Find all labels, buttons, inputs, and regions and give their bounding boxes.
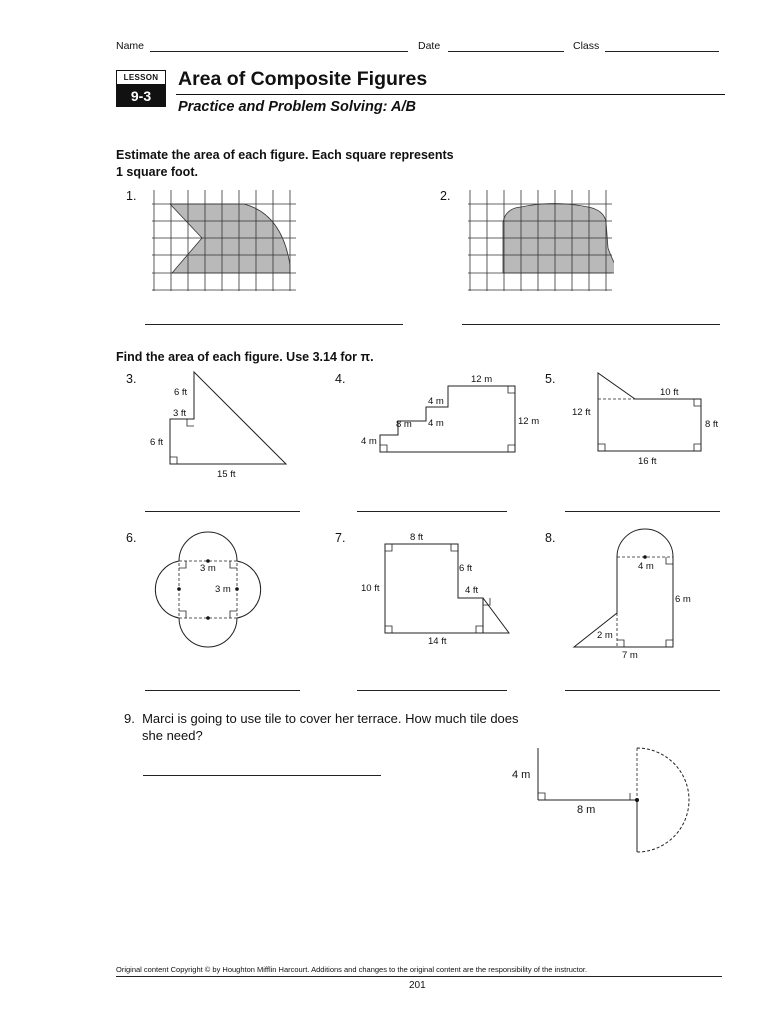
fig8-label-diameter: 4 m	[638, 561, 654, 572]
fig9-label-height: 4 m	[512, 769, 531, 781]
section1-instruction	[116, 147, 454, 181]
fig7-label-step: 4 ft	[465, 585, 479, 596]
date-blank[interactable]	[448, 51, 564, 52]
problem-7-number: 7.	[335, 531, 346, 545]
section1-instruction-line1: Estimate the area of each figure. Each square represents	[116, 148, 454, 162]
fig3-label-base: 15 ft	[217, 469, 236, 480]
fig3-label-step: 3 ft	[173, 408, 187, 419]
figure-9	[500, 740, 700, 858]
fig8-label-height: 6 m	[675, 594, 691, 605]
fig3-label-bottom-height: 6 ft	[150, 437, 164, 448]
answer-line-9[interactable]	[143, 775, 381, 776]
lesson-tag: LESSON	[116, 70, 166, 85]
fig4-label-right: 12 m	[518, 416, 540, 427]
problem-1-number: 1.	[126, 189, 137, 203]
footer-copyright: Original content Copyright © by Houghton Mifflin Harcourt. Additions and changes to the original content are the responsibility of the instructor.	[116, 965, 588, 974]
problem-5-number: 5.	[545, 372, 556, 386]
figure-6	[145, 525, 275, 655]
lesson-number: 9-3	[116, 85, 166, 107]
fig5-label-bottom: 16 ft	[638, 456, 657, 467]
fig7-label-left: 10 ft	[361, 583, 380, 594]
problem-9	[124, 710, 519, 744]
lesson-badge	[116, 70, 166, 108]
figure-7	[358, 527, 518, 649]
problem-2-number: 2.	[440, 189, 451, 203]
fig4-label-top: 12 m	[471, 374, 493, 385]
section1-instruction-line2: 1 square foot.	[116, 165, 198, 179]
problem-4-number: 4.	[335, 372, 346, 386]
answer-line-4[interactable]	[357, 511, 507, 512]
fig6-label-top: 3 m	[200, 563, 216, 574]
answer-line-5[interactable]	[565, 511, 720, 512]
fig4-label-step-middle: 4 m	[428, 418, 444, 429]
class-label: Class	[573, 40, 600, 52]
title-rule	[176, 94, 725, 95]
fig7-label-inner-vertical: 6 ft	[459, 563, 473, 574]
fig4-label-left: 4 m	[361, 436, 377, 447]
problem-8-number: 8.	[545, 531, 556, 545]
problem-6-number: 6.	[126, 531, 137, 545]
grid-figure-2	[466, 188, 614, 293]
page-title: Area of Composite Figures	[178, 68, 428, 90]
fig7-label-top: 8 ft	[410, 532, 424, 543]
problem-3-number: 3.	[126, 372, 137, 386]
fig5-label-right: 8 ft	[705, 419, 719, 430]
fig5-label-top: 10 ft	[660, 387, 679, 398]
fig5-label-left: 12 ft	[572, 407, 591, 418]
fig8-label-triangle: 2 m	[597, 630, 613, 641]
answer-line-3[interactable]	[145, 511, 300, 512]
fig4-label-step-upper: 4 m	[428, 396, 444, 407]
figure-5	[568, 365, 733, 470]
name-label: Name	[116, 40, 145, 52]
answer-line-2[interactable]	[462, 324, 720, 325]
fig6-label-right: 3 m	[215, 584, 231, 595]
answer-line-7[interactable]	[357, 690, 507, 691]
name-blank[interactable]	[150, 51, 408, 52]
answer-line-8[interactable]	[565, 690, 720, 691]
grid-figure-1	[150, 188, 298, 293]
figure-4	[352, 368, 552, 463]
problem-9-number: 9.	[124, 711, 135, 726]
class-blank[interactable]	[605, 51, 719, 52]
fig8-label-base: 7 m	[622, 650, 638, 661]
answer-line-1[interactable]	[145, 324, 403, 325]
fig7-label-bottom: 14 ft	[428, 636, 447, 647]
problem-9-text-line2: she need?	[142, 728, 203, 743]
problem-9-text-line1: Marci is going to use tile to cover her terrace. How much tile does	[142, 711, 519, 726]
fig3-label-top-height: 6 ft	[174, 387, 188, 398]
answer-line-6[interactable]	[145, 690, 300, 691]
page-subtitle: Practice and Problem Solving: A/B	[178, 99, 416, 115]
footer-rule	[116, 976, 722, 977]
problem-9-line1	[124, 710, 519, 727]
fig4-label-step-width: 8 m	[396, 419, 412, 430]
fig9-label-width: 8 m	[577, 804, 596, 816]
figure-8	[568, 523, 703, 663]
figure-3	[140, 365, 300, 485]
date-label: Date	[418, 40, 441, 52]
section2-instruction: Find the area of each figure. Use 3.14 for π.	[116, 350, 374, 364]
page-number: 201	[409, 980, 426, 991]
